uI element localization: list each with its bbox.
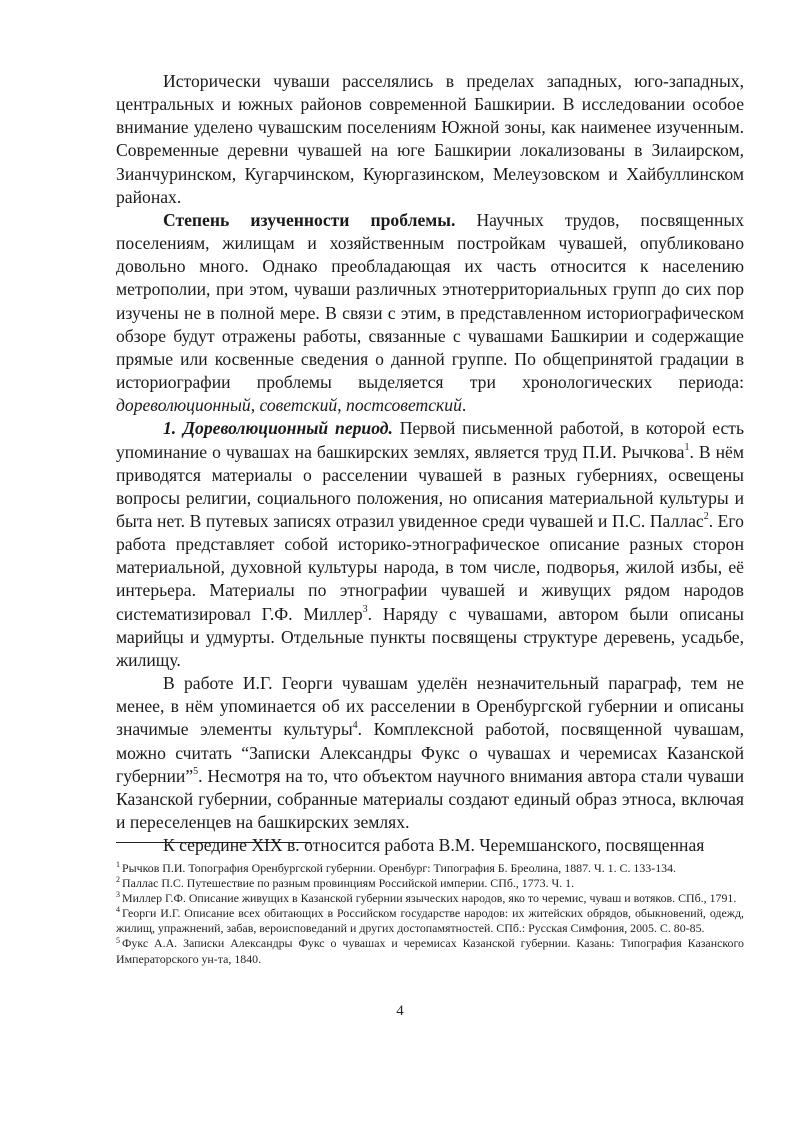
footnote-1 — [116, 861, 744, 876]
paragraph-4 — [116, 672, 744, 834]
paragraph-3-text: Первой письменной работой, в которой есть упоминание о чувашах на башкирских землях, является труд П.И. Рычкова — [116, 418, 744, 462]
footnote-ref-2[interactable]: 2 — [703, 511, 709, 523]
paragraph-2 — [116, 209, 744, 417]
footnote-ref-3[interactable]: 3 — [362, 603, 368, 615]
paragraph-5: К середине XIX в. относится работа В.М. Черемшанского, посвященная — [163, 835, 705, 856]
section-heading-prerevolutionary: 1. Дореволюционный период. — [163, 418, 393, 439]
footnote-number: 4 — [116, 905, 120, 915]
footnote-ref-4[interactable]: 4 — [352, 719, 358, 731]
paragraph-4-text: В работе И.Г. Георги чувашам уделён незначительный параграф, тем не менее, в нём упоминается об их расселении в Оренбургской губернии и описаны значимые элементы культуры — [116, 673, 744, 740]
period-postsoviet: постсоветский — [346, 395, 462, 416]
period-end: . — [461, 395, 467, 416]
paragraph-4-text: . Несмотря на то, что объектом научного внимания автора стали чуваши Казанской губернии, собранные материалы создают единый образ этноса, включая и переселенцев на башкирских землях. — [116, 765, 744, 832]
paragraph-2-text: Научных трудов, посвященных поселениям, жилищам и хозяйственным постройкам чувашей, опубликовано довольно много. Однако преобладающая их часть относится к населению метрополии, при этом, чуваши различных этнотерриториальных групп до сих пор изучены не в полной мере. В связи с этим, в представленном историографическом обзоре будут отражены работы, связанные с чувашами Башкирии и содержащие прямые или косвенные сведения о данной группе. По общепринятой градации в историографии проблемы выделяется три хронологических периода: — [116, 209, 744, 393]
footnote-separator — [116, 842, 311, 843]
main-text — [116, 70, 744, 857]
paragraph-3 — [116, 417, 744, 672]
separator: , — [250, 395, 260, 416]
footnote-2 — [116, 876, 744, 891]
footnote-text: Георги И.Г. Описание всех обитающих в Российском государстве народов: их житейских обрядов, обыкновений, одежд, жилищ, упражнений, забав, вероисповеданий и других достопамятностей. СПб.: Русская Симфония, 2005. С. 80-85. — [116, 906, 744, 936]
footnote-text: Миллер Г.Ф. Описание живущих в Казанской губернии языческих народов, яко то черемис, чуваш и вотяков. СПб., 1791. — [122, 891, 737, 906]
footnote-text: Фукс А.А. Записки Александры Фукс о чувашах и черемисах Казанской губернии. Казань: Типография Казанского Императорского ун-та, 1840. — [116, 936, 744, 966]
page-number: 4 — [396, 1003, 404, 1019]
footnote-number: 1 — [116, 860, 120, 870]
footnote-3 — [116, 891, 744, 906]
footnote-ref-5[interactable]: 5 — [193, 765, 199, 777]
footnote-number: 2 — [116, 875, 120, 885]
paragraph-3-text: . В нём приводятся материалы о расселении чувашей в разных губерниях, освещены вопросы религии, социального положения, но описания материальной культуры и быта нет. В путевых записях отразил увиденное среди чувашей и П.С. Паллас — [116, 441, 744, 531]
footnote-number: 3 — [116, 890, 120, 900]
paragraph-1: Исторически чуваши расселялись в пределах западных, юго-западных, центральных и южных районов современной Башкирии. В исследовании особое внимание уделено чувашским поселениям Южной зоны, как наименее изученным. Современные деревни чувашей на юге Башкирии локализованы в Зилаирском, Зианчуринском, Кугарчинском, Куюргазинском, Мелеузовском и Хайбуллинском районах. — [116, 71, 744, 207]
period-prerevolutionary: дореволюционный — [116, 395, 251, 416]
period-soviet: советский — [259, 395, 338, 416]
footnote-number: 5 — [116, 935, 120, 945]
paragraph-3-text: . Наряду с чувашами, автором были описаны марийцы и удмурты. Отдельные пункты посвящены структуре деревень, усадьбе, жилищу. — [116, 603, 744, 670]
footnote-text: Рычков П.И. Топография Оренбургской губернии. Оренбург: Типография Б. Бреолина, 1887. Ч. 1. С. 133-134. — [122, 861, 677, 875]
section-heading-study-degree: Степень изученности проблемы. — [163, 209, 456, 230]
footnote-4 — [116, 906, 744, 936]
separator: , — [337, 395, 347, 416]
paragraph-4-text: . Комплексной работой, посвященной чувашам, можно считать “Записки Александры Фукс о чувашах и черемисах Казанской губернии” — [116, 719, 744, 786]
footnote-5 — [116, 936, 744, 966]
footnote-ref-1[interactable]: 1 — [684, 441, 690, 453]
footnotes — [116, 861, 744, 967]
paragraph-3-text: . Его работа представляет собой историко-этнографическое описание разных сторон материальной, духовной культуры народа, в том числе, подворья, жилой избы, её интерьера. Материалы по этнографии чувашей и живущих рядом народов систематизировал Г.Ф. Миллер — [116, 510, 744, 624]
footnote-text: Паллас П.С. Путешествие по разным провинциям Российской империи. СПб., 1773. Ч. 1. — [122, 876, 575, 891]
